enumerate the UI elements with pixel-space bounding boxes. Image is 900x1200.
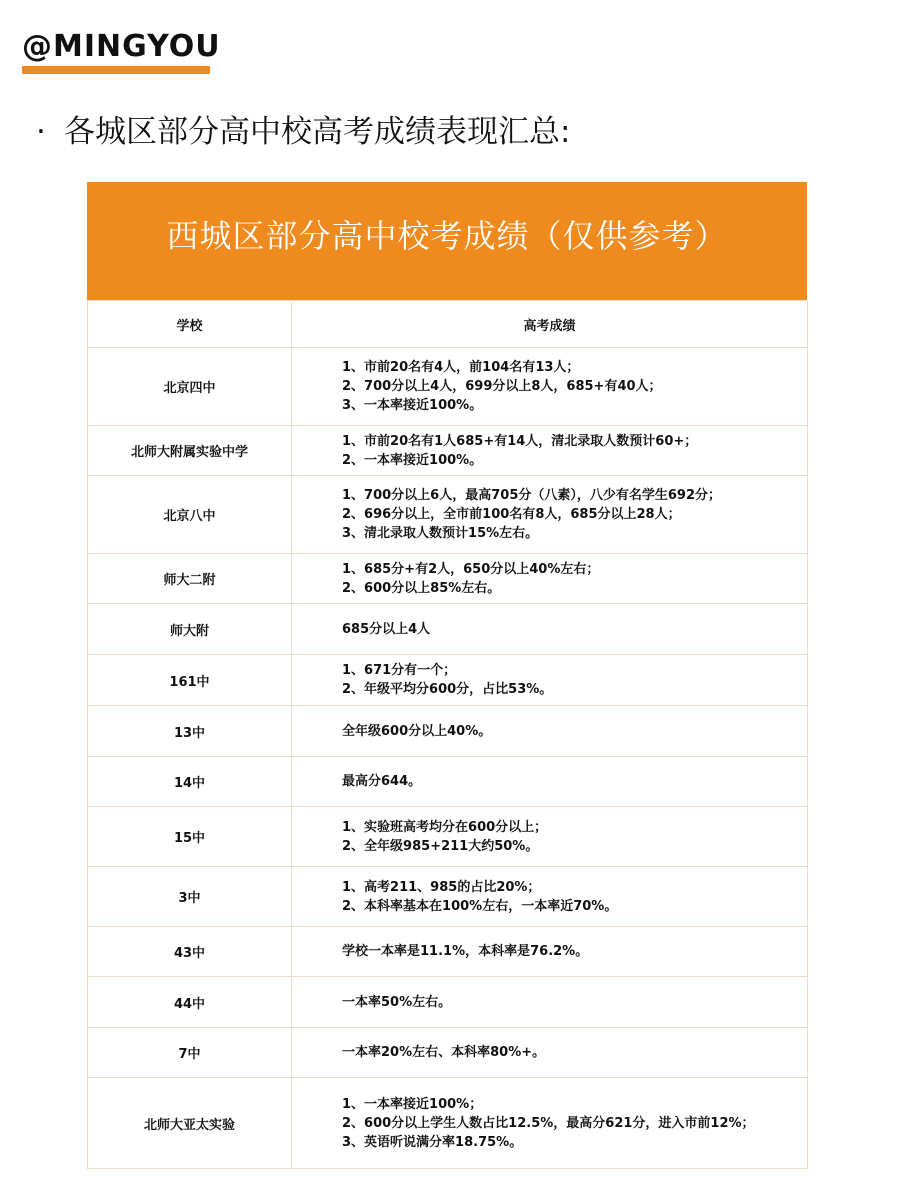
result-line: 1、高考211、985的占比20%； [342, 879, 541, 895]
table-row [88, 554, 808, 604]
result-line: 学校一本率是11.1%，本科率是76.2%。 [342, 944, 589, 959]
table-title: 西城区部分高中校考成绩（仅供参考） [166, 217, 728, 255]
table-row [88, 655, 808, 706]
table-row [88, 977, 808, 1028]
school-name-cell: 161中 [88, 655, 292, 706]
result-cell [292, 476, 808, 554]
school-name-cell: 北京八中 [88, 476, 292, 554]
table-row [88, 706, 808, 757]
section-heading [36, 110, 570, 154]
result-cell [292, 655, 808, 706]
school-name-cell: 14中 [88, 757, 292, 807]
result-line: 1、实验班高考均分在600分以上； [342, 819, 548, 835]
result-line: 1、671分有一个； [342, 663, 457, 678]
result-cell [292, 426, 808, 476]
school-name-cell: 13中 [88, 706, 292, 757]
result-line: 3、一本率接近100%。 [342, 398, 483, 413]
result-line: 1、一本率接近100%； [342, 1096, 483, 1112]
result-cell [292, 706, 808, 757]
result-cell [292, 977, 808, 1028]
school-name-cell: 43中 [88, 927, 292, 977]
brand-logo [22, 29, 221, 74]
table-row [88, 604, 808, 655]
column-header-result: 高考成绩 [292, 301, 808, 348]
result-line: 685分以上4人 [342, 621, 431, 637]
table-header-row [88, 301, 808, 348]
school-name-cell: 3中 [88, 867, 292, 927]
result-line: 1、700分以上6人，最高705分（八素），八少有名学生692分； [342, 488, 721, 503]
result-cell [292, 867, 808, 927]
result-line: 2、696分以上，全市前100名有8人，685分以上28人； [342, 507, 681, 522]
school-name-cell: 师大附 [88, 604, 292, 655]
school-name-cell: 7中 [88, 1028, 292, 1078]
result-line: 2、600分以上85%左右。 [342, 580, 501, 596]
table-row [88, 348, 808, 426]
school-name-cell: 北京四中 [88, 348, 292, 426]
result-line: 1、685分+有2人，650分以上40%左右； [342, 561, 600, 577]
result-cell [292, 1028, 808, 1078]
result-cell [292, 757, 808, 807]
table-row [88, 807, 808, 867]
result-cell [292, 604, 808, 655]
table-row [88, 1028, 808, 1078]
result-line: 一本率20%左右、本科率80%+。 [342, 1045, 546, 1060]
result-line: 2、一本率接近100%。 [342, 452, 483, 468]
scores-table-card [87, 182, 807, 1169]
result-line: 2、年级平均分600分，占比53%。 [342, 682, 553, 697]
logo-text: @MINGYOU [22, 29, 221, 64]
result-cell [292, 554, 808, 604]
result-line: 3、英语听说满分率18.75%。 [342, 1134, 523, 1150]
bullet-icon: · [36, 114, 46, 150]
result-cell [292, 807, 808, 867]
table-row [88, 927, 808, 977]
result-cell [292, 927, 808, 977]
result-line: 1、市前20名有1人685+有14人，清北录取人数预计60+； [342, 433, 698, 449]
column-header-school: 学校 [88, 301, 292, 348]
result-line: 1、市前20名有4人，前104名有13人； [342, 360, 580, 375]
school-name-cell: 师大二附 [88, 554, 292, 604]
table-title-banner [87, 182, 807, 300]
school-name-cell: 北师大附属实验中学 [88, 426, 292, 476]
table-row [88, 757, 808, 807]
table-body [88, 348, 808, 1169]
table-row [88, 476, 808, 554]
school-name-cell: 北师大亚太实验 [88, 1078, 292, 1169]
result-line: 3、清北录取人数预计15%左右。 [342, 526, 539, 541]
logo-underline-bar [22, 66, 210, 74]
result-line: 最高分644。 [342, 774, 422, 789]
table-row [88, 867, 808, 927]
table-row [88, 1078, 808, 1169]
result-cell [292, 1078, 808, 1169]
result-line: 2、600分以上学生人数占比12.5%，最高分621分，进入市前12%； [342, 1115, 755, 1131]
school-name-cell: 44中 [88, 977, 292, 1028]
result-line: 2、700分以上4人，699分以上8人，685+有40人； [342, 379, 662, 394]
result-line: 2、本科率基本在100%左右，一本率近70%。 [342, 898, 618, 914]
result-line: 2、全年级985+211大约50%。 [342, 838, 539, 854]
table-row [88, 426, 808, 476]
school-name-cell: 15中 [88, 807, 292, 867]
result-cell [292, 348, 808, 426]
result-line: 全年级600分以上40%。 [342, 723, 492, 739]
section-heading-text: 各城区部分高中校高考成绩表现汇总: [64, 114, 571, 150]
result-line: 一本率50%左右。 [342, 994, 452, 1010]
scores-table [87, 300, 808, 1169]
